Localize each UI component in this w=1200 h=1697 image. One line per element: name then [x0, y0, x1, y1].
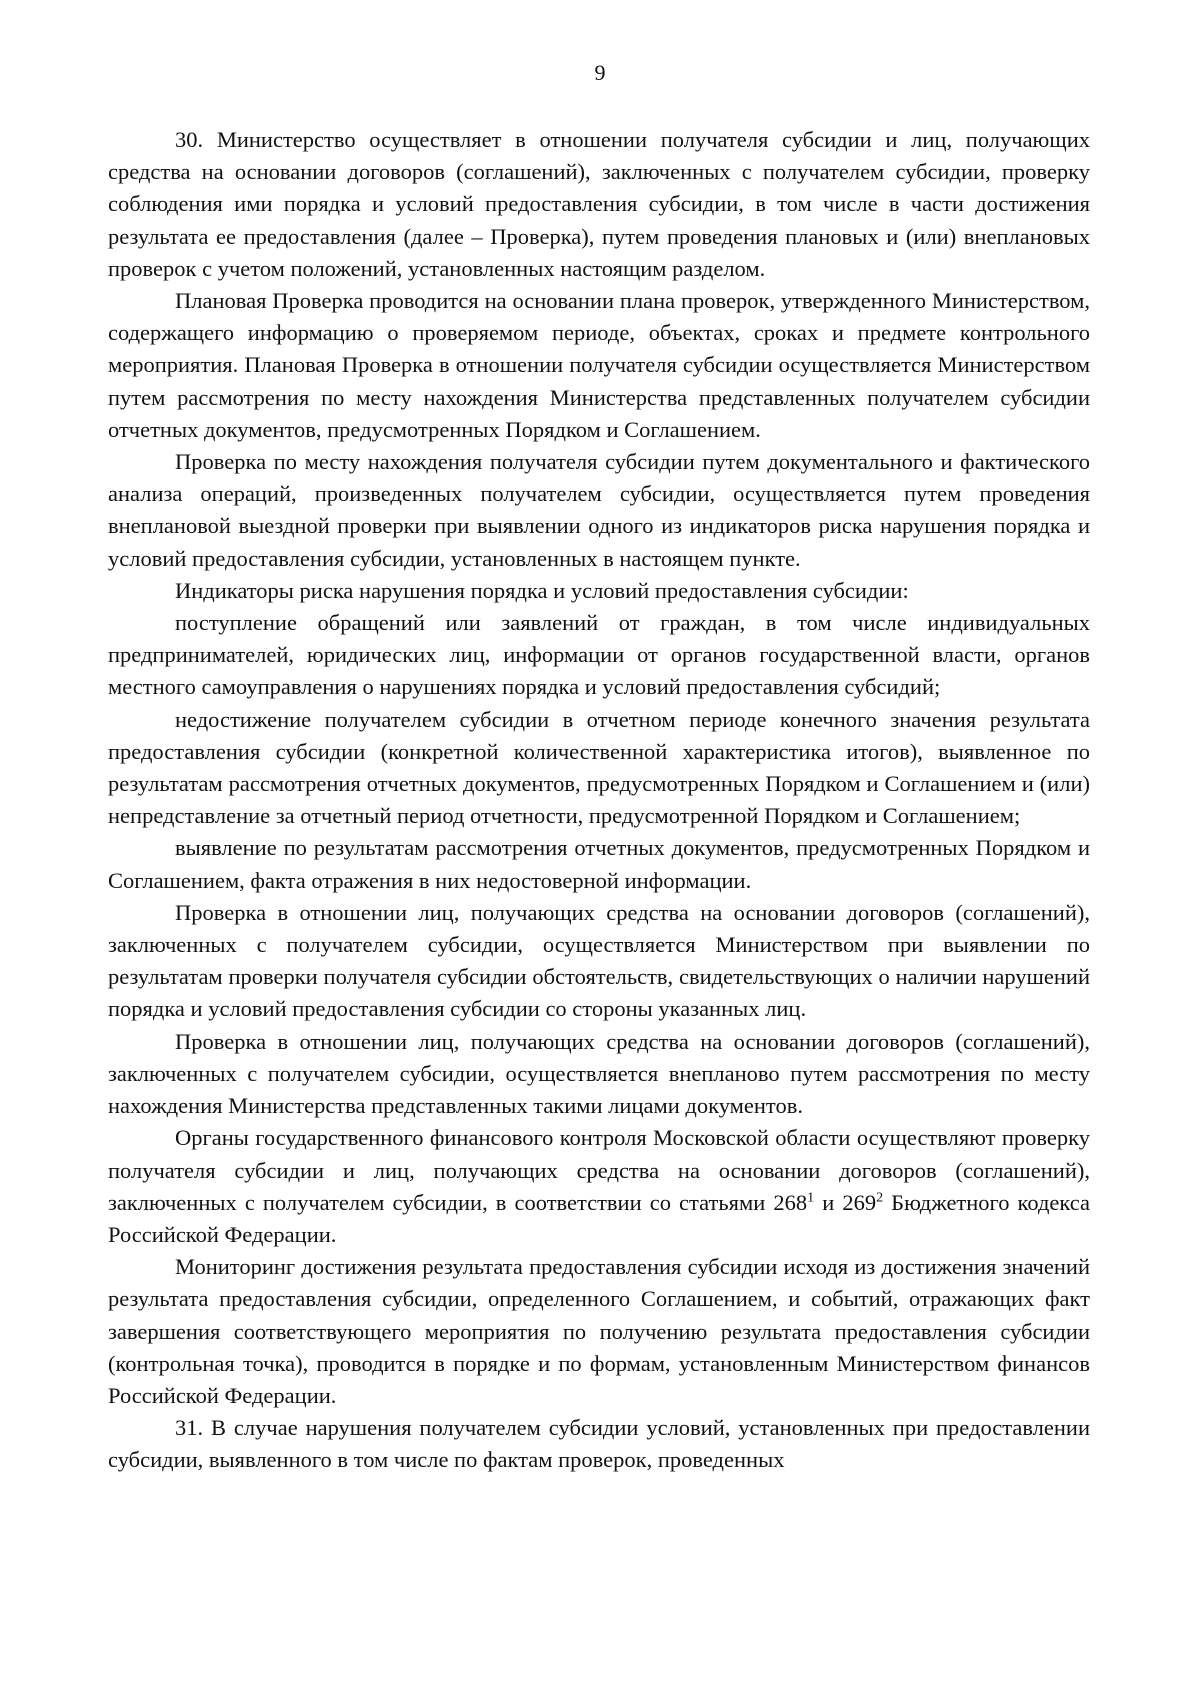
- document-body: [108, 124, 1090, 1477]
- paragraph-risk-indicator-1: поступление обращений или заявлений от граждан, в том числе индивидуальных предпринимателей, юридических лиц, информации от органов государственной власти, органов местного самоуправления о нарушениях порядка и условий предоставления субсидий;: [108, 610, 1090, 700]
- budget-text-after: Бюджетного кодекса Российской Федерации.: [108, 1189, 1091, 1247]
- superscript-2: 2: [876, 1190, 884, 1206]
- budget-text-middle: и 269: [814, 1189, 877, 1215]
- paragraph-third-party-unplanned: Проверка в отношении лиц, получающих средства на основании договоров (соглашений), заключенных с получателем субсидии, осуществляется внепланово путем рассмотрения по месту нахождения Министерства представленных такими лицами документов.: [108, 1028, 1090, 1119]
- paragraph-monitoring: Мониторинг достижения результата предоставления субсидии исходя из достижения значений результата предоставления субсидии, определенного Соглашением, и событий, отражающих факт завершения соответствующего мероприятия по получению результата предоставления субсидии (контрольная точка), проводится в порядке и по формам, установленным Министерством финансов Российской Федерации.: [108, 1254, 1090, 1408]
- page-number: 9: [594, 60, 606, 85]
- paragraph-budget-code: [108, 1122, 1090, 1251]
- superscript-1: 1: [807, 1190, 815, 1206]
- budget-text-before: Органы государственного финансового контроля Московской области осуществляют проверку получателя субсидии и лиц, получающих средства на основании договоров (соглашений), заключенных с получателем субсидии, в соответствии со статьями 268: [108, 1125, 1090, 1215]
- paragraph-risk-indicators-heading: Индикаторы риска нарушения порядка и условий предоставления субсидии:: [175, 577, 909, 603]
- paragraph-31: 31. В случае нарушения получателем субсидии условий, установленных при предоставлении субсидии, выявленного в том числе по фактам проверок, проведенных: [108, 1415, 1090, 1473]
- paragraph-third-party-inspection: Проверка в отношении лиц, получающих средства на основании договоров (соглашений), заключенных с получателем субсидии, осуществляется Министерством при выявлении по результатам проверки получателя субсидии обстоятельств, свидетельствующих о наличии нарушений порядка и условий предоставления субсидии со стороны указанных лиц.: [108, 899, 1090, 1022]
- paragraph-30: 30. Министерство осуществляет в отношении получателя субсидии и лиц, получающих средства на основании договоров (соглашений), заключенных с получателем субсидии, проверку соблюдения ими порядка и условий предоставления субсидии, в том числе в части достижения результата ее предоставления (далее – Проверка), путем проведения плановых и (или) внеплановых проверок с учетом положений, установленных настоящим разделом.: [108, 127, 1090, 281]
- paragraph-risk-indicator-2: недостижение получателем субсидии в отчетном периоде конечного значения результата предоставления субсидии (конкретной количественной характеристика итогов), выявленное по результатам рассмотрения отчетных документов, предусмотренных Порядком и Соглашением и (или) непредставление за отчетный период отчетности, предусмотренной Порядком и Соглашением;: [108, 706, 1090, 829]
- paragraph-onsite-inspection: Проверка по месту нахождения получателя субсидии путем документального и фактического анализа операций, произведенных получателем субсидии, осуществляется путем проведения внеплановой выездной проверки при выявлении одного из индикаторов риска нарушения порядка и условий предоставления субсидии, установленных в настоящем пункте.: [108, 449, 1090, 571]
- paragraph-risk-indicator-3: выявление по результатам рассмотрения отчетных документов, предусмотренных Порядком и Соглашением, факта отражения в них недостоверной информации.: [108, 835, 1090, 893]
- paragraph-planned-inspection: Плановая Проверка проводится на основании плана проверок, утвержденного Министерством, содержащего информацию о проверяемом периоде, объектах, сроках и предмете контрольного мероприятия. Плановая Проверка в отношении получателя субсидии осуществляется Министерством путем рассмотрения по месту нахождения Министерства представленных получателем субсидии отчетных документов, предусмотренных Порядком и Соглашением.: [108, 288, 1090, 442]
